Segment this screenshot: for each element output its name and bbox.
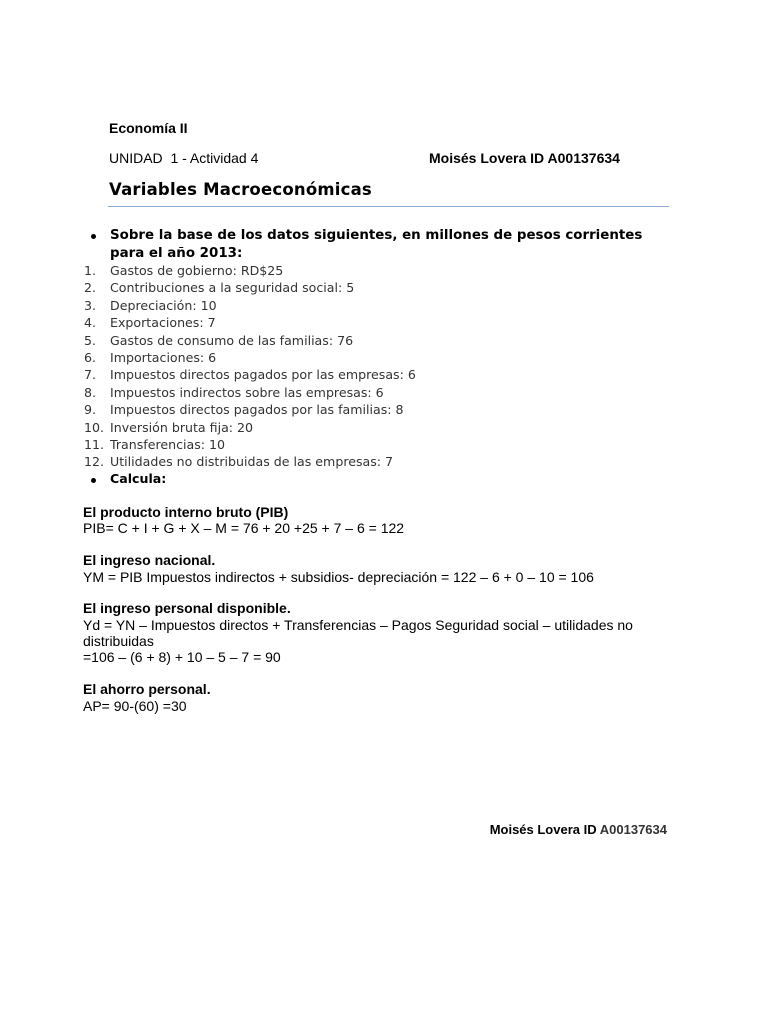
ingreso-disponible-formula: Yd = YN – Impuestos directos + Transferencias – Pagos Seguridad social – utilidades no	[83, 617, 633, 633]
item-text: Impuestos directos pagados por las familias: 8	[110, 402, 404, 418]
ingreso-nacional-heading: El ingreso nacional.	[83, 552, 216, 568]
list-item	[84, 436, 416, 453]
bullet-icon	[91, 234, 96, 239]
ingreso-disponible-formula-cont: distribuidas	[83, 633, 154, 649]
item-number: 3.	[84, 297, 97, 313]
pib-heading: El producto interno bruto (PIB)	[83, 504, 289, 520]
list-item	[84, 332, 416, 349]
author-id-header: Moisés Lovera ID A00137634	[429, 150, 620, 166]
list-item	[84, 262, 416, 279]
list-item	[84, 314, 416, 331]
item-number: 10.	[84, 419, 105, 435]
item-text: Gastos de gobierno: RD$25	[110, 263, 284, 278]
item-text: Impuestos indirectos sobre las empresas: 6	[110, 384, 384, 400]
list-item	[84, 366, 416, 383]
item-number: 6.	[84, 349, 97, 365]
ahorro-heading: El ahorro personal.	[83, 681, 211, 697]
list-item	[84, 349, 416, 366]
bullet-icon	[91, 478, 96, 483]
item-text: Impuestos directos pagados por las empresas: 6	[110, 367, 416, 383]
item-text: Utilidades no distribuidas de las empresas: 7	[110, 454, 394, 470]
list-item	[84, 297, 416, 314]
item-text: Transferencias: 10	[110, 436, 226, 452]
item-number: 5.	[84, 332, 97, 348]
footer-id: A00137634	[599, 822, 667, 837]
ingreso-nacional-formula: YM = PIB Impuestos indirectos + subsidios- depreciación = 122 – 6 + 0 – 10 = 106	[83, 569, 594, 585]
ingreso-disponible-heading: El ingreso personal disponible.	[83, 600, 291, 616]
footer-author	[490, 822, 667, 837]
footer-name: Moisés Lovera ID	[489, 822, 597, 837]
document-title: Variables Macroeconómicas	[109, 180, 372, 199]
data-list	[84, 262, 416, 471]
calcula-label: Calcula:	[110, 471, 167, 486]
item-text: Importaciones: 6	[110, 349, 217, 365]
item-number: 12.	[84, 454, 105, 470]
intro-paragraph: Sobre la base de los datos siguientes, en millones de pesos corrientes para el año 2013:	[110, 228, 643, 261]
ahorro-formula: AP= 90-(60) =30	[83, 698, 187, 714]
title-underline	[108, 206, 669, 207]
item-text: Depreciación: 10	[110, 297, 217, 313]
item-number: 4.	[84, 315, 97, 331]
list-item	[84, 419, 416, 436]
item-text: Gastos de consumo de las familias: 76	[110, 332, 354, 348]
course-title: Economía II	[109, 120, 188, 136]
item-number: 9.	[84, 402, 97, 418]
list-item	[84, 279, 416, 296]
item-number: 2.	[84, 280, 97, 296]
item-number: 7.	[84, 367, 97, 383]
item-number: 8.	[84, 384, 97, 400]
list-item	[84, 453, 416, 470]
list-item	[84, 384, 416, 401]
item-text: Inversión bruta fija: 20	[110, 419, 254, 435]
ingreso-disponible-result: =106 – (6 + 8) + 10 – 5 – 7 = 90	[83, 649, 281, 665]
item-text: Contribuciones a la seguridad social: 5	[110, 280, 355, 296]
unit-activity-label: UNIDAD 1 - Actividad 4	[109, 150, 259, 166]
pib-formula: PIB= C + I + G + X – M = 76 + 20 +25 + 7 – 6 = 122	[83, 520, 405, 536]
item-text: Exportaciones: 7	[110, 315, 216, 331]
item-number: 11.	[84, 436, 105, 452]
list-item	[84, 401, 416, 418]
item-number: 1.	[84, 263, 97, 278]
